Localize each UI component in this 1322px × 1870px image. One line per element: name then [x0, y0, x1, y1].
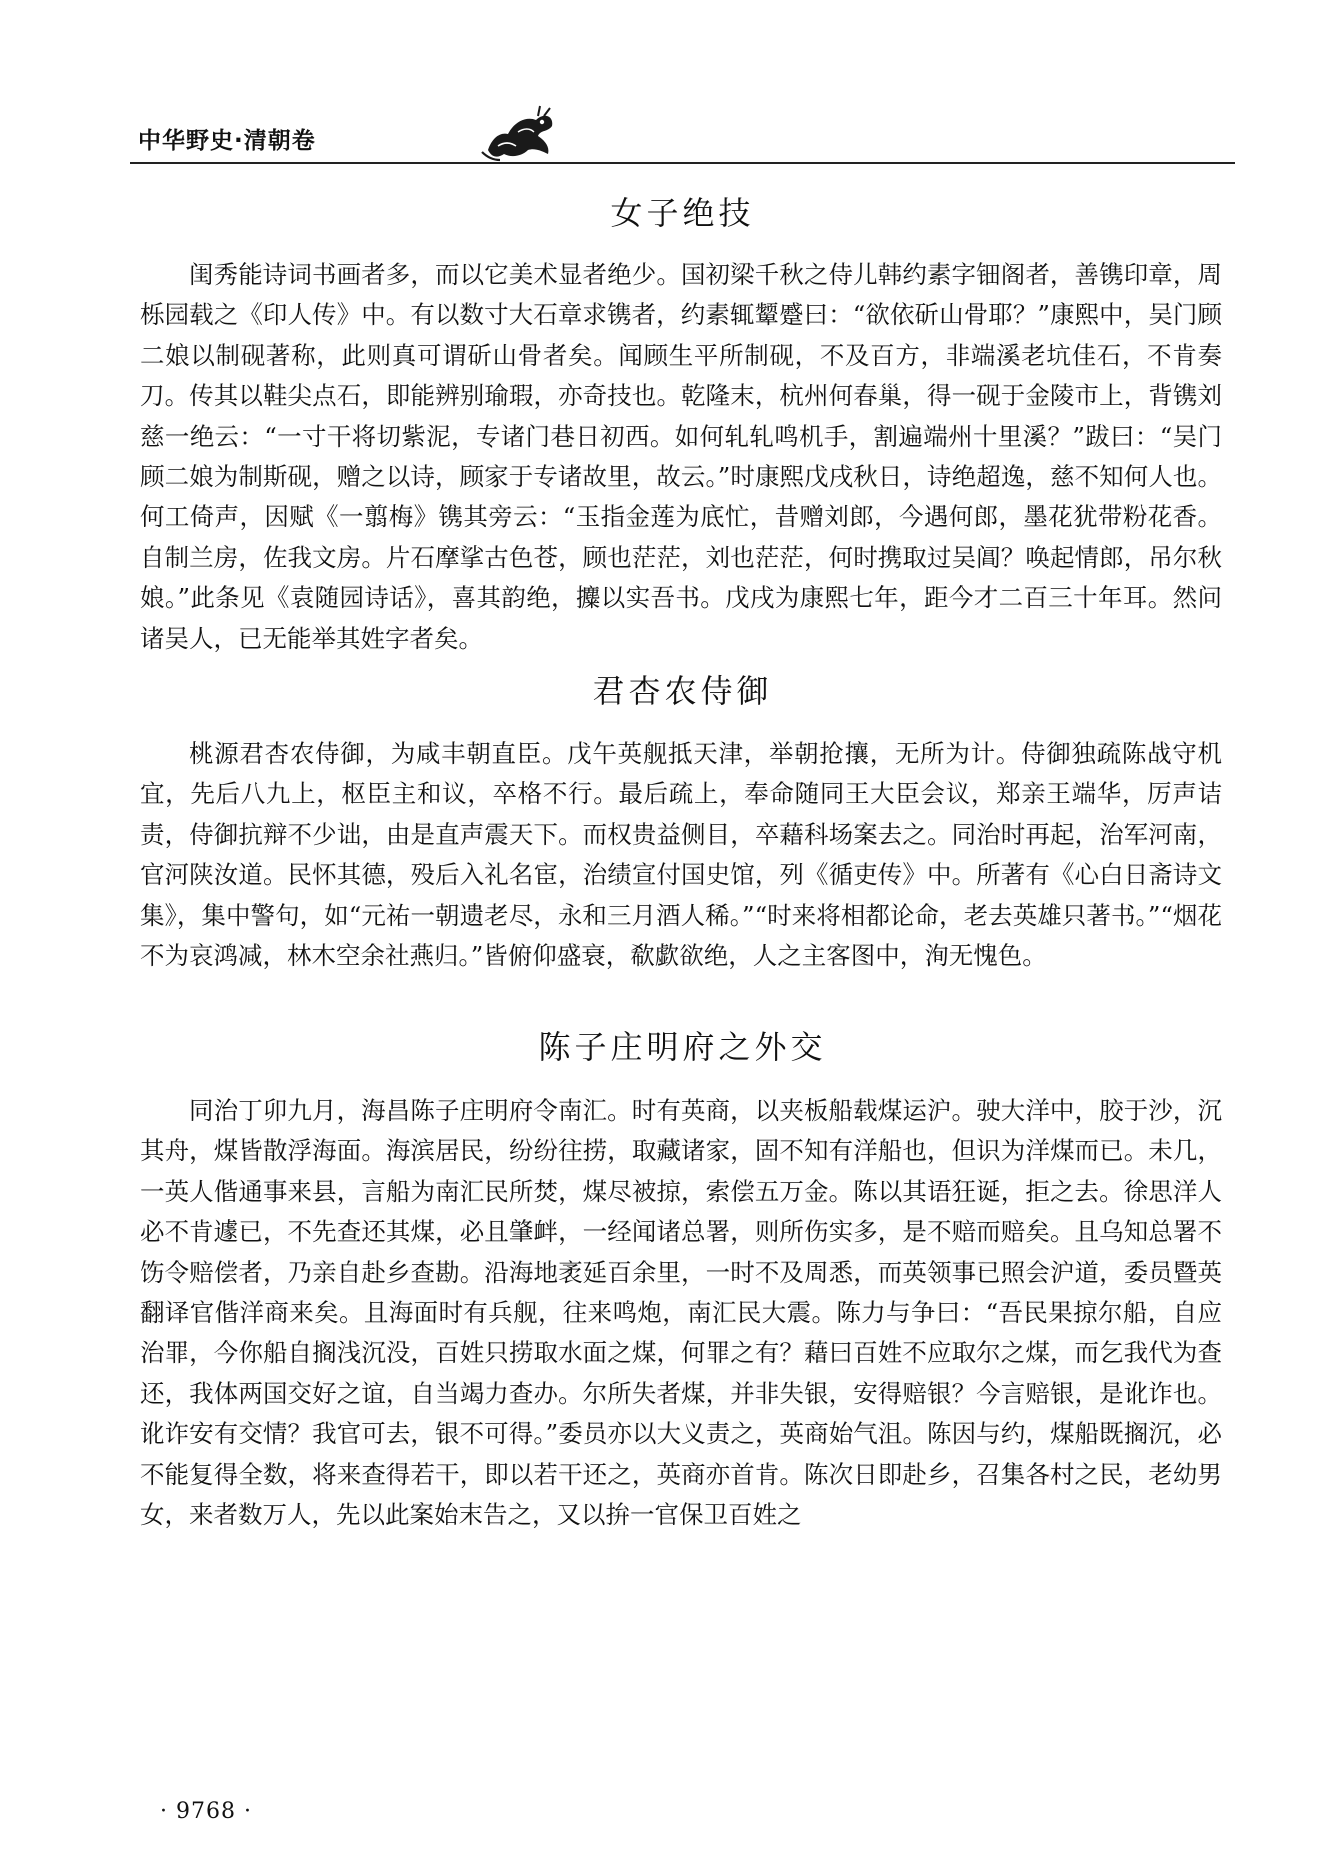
section-body-2: 桃源君杏农侍御，为咸丰朝直臣。戊午英舰抵天津，举朝抢攘，无所为计。侍御独疏陈战守机宜，先后八九上，枢臣主和议，卒格不行。最后疏上，奉命随同王大臣会议，郑亲王端华，厉声诘责，侍御抗辩不少诎，由是直声震天下。而权贵益侧目，卒藉科场案去之。同治时再起，治军河南，官河陕汝道。民怀其德，殁后入礼名宦，治绩宣付国史馆，列《循吏传》中。所著有《心白日斋诗文集》，集中警句，如“元祐一朝遗老尽，永和三月酒人稀。”“时来将相都论命，老去英雄只著书。”“烟花不为哀鸿减，林木空余社燕归。”皆俯仰盛衰，欷歔欲绝，人之主客图中，洵无愧色。	[140, 739, 1222, 971]
running-header	[130, 112, 1235, 164]
section-body-1: 闺秀能诗词书画者多，而以它美术显者绝少。国初梁千秋之侍儿韩约素字钿阁者，善镌印章，周栎园载之《印人传》中。有以数寸大石章求镌者，约素辄颦蹙曰：“欲依斫山骨耶？”康熙中，吴门顾二娘以制砚著称，此则真可谓斫山骨者矣。闻顾生平所制砚，不及百方，非端溪老坑佳石，不肯奏刀。传其以鞋尖点石，即能辨别瑜瑕，亦奇技也。乾隆末，杭州何春巢，得一砚于金陵市上，背镌刘慈一绝云：“一寸干将切紫泥，专诸门巷日初西。如何轧轧鸣机手，割遍端州十里溪？”跋曰：“吴门顾二娘为制斯砚，赠之以诗，顾家于专诸故里，故云。”时康熙戊戌秋日，诗绝超逸，慈不知何人也。何工倚声，因赋《一翦梅》镌其旁云：“玉指金莲为底忙，昔赠刘郎，今遇何郎，墨花犹带粉花香。自制兰房，佐我文房。片石摩挲古色苍，顾也茫茫，刘也茫茫，何时携取过吴阊？唤起情郎，吊尔秋娘。”此条见《袁随园诗话》，喜其韵绝，攗以实吾书。戊戌为康熙七年，距今才二百三十年耳。然问诸吴人，已无能举其姓字者矣。	[140, 260, 1222, 653]
section-body-3: 同治丁卯九月，海昌陈子庄明府令南汇。时有英商，以夹板船载煤运沪。驶大洋中，胶于沙，沉其舟，煤皆散浮海面。海滨居民，纷纷往捞，取藏诸家，固不知有洋船也，但识为洋煤而已。未几，一英人偕通事来县，言船为南汇民所焚，煤尽被掠，索偿五万金。陈以其语狂诞，拒之去。徐思洋人必不肯遽已，不先查还其煤，必且肇衅，一经闻诸总署，则所伤实多，是不赔而赔矣。且乌知总署不饬令赔偿者，乃亲自赴乡查勘。沿海地袤延百余里，一时不及周悉，而英领事已照会沪道，委员暨英翻译官偕洋商来矣。且海面时有兵舰，往来鸣炮，南汇民大震。陈力与争曰：“吾民果掠尔船，自应治罪，今你船自搁浅沉没，百姓只捞取水面之煤，何罪之有？藉曰百姓不应取尔之煤，而乞我代为查还，我体两国交好之谊，自当竭力查办。尔所失者煤，并非失银，安得赔银？今言赔银，是讹诈也。讹诈安有交情？我官可去，银不可得。”委员亦以大义责之，英商始气沮。陈因与约，煤船既搁沉，必不能复得全数，将来查得若干，即以若干还之，英商亦首肯。陈次日即赴乡，召集各村之民，老幼男女，来者数万人，先以此案始末告之，又以拚一官保卫百姓之	[140, 1096, 1222, 1530]
dragon-emblem-icon	[478, 102, 560, 162]
header-divider	[130, 162, 1235, 164]
running-title: 中华野史·清朝卷	[138, 128, 316, 154]
section-title-3: 陈子庄明府之外交	[538, 1028, 827, 1066]
section-title-2: 君杏农侍御	[592, 672, 773, 710]
section-title-1: 女子绝技	[610, 194, 755, 232]
page-number: · 9768 ·	[160, 1799, 252, 1824]
